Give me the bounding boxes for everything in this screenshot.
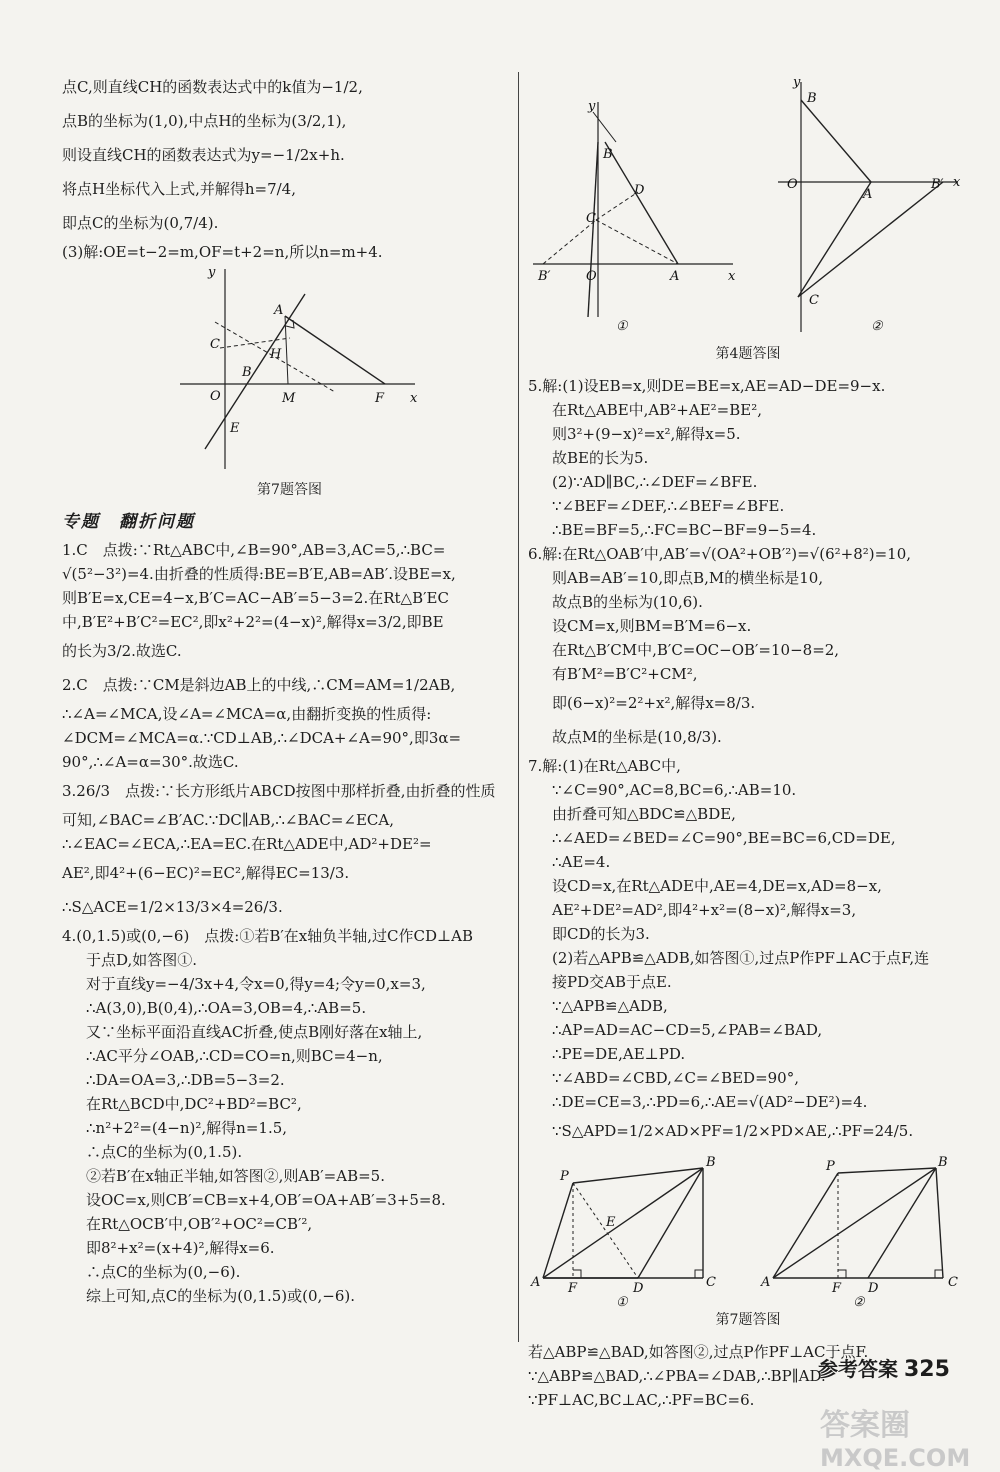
text-line: 则设直线CH的函数表达式为y=−1/2x+h. [62, 146, 345, 164]
text-line: 可知,∠BAC=∠B′AC.∵DC∥AB,∴∠BAC=∠ECA, [62, 811, 394, 829]
label-d: D [634, 183, 645, 198]
text-line: 则AB=AB′=10,即点B,M的横坐标是10, [552, 569, 824, 587]
text-line: 设OC=x,则CB′=CB=x+4,OB′=OA+AB′=3+5=8. [86, 1191, 446, 1209]
watermark [820, 1400, 990, 1470]
label-o: O [787, 177, 798, 192]
label-c: C [706, 1275, 716, 1290]
label-b: B [241, 365, 252, 380]
text-line: 对于直线y=−4/3x+4,令x=0,得y=4;令y=0,x=3, [86, 975, 426, 993]
left-top-text [62, 70, 517, 264]
figure-caption: 第7题答图 [257, 482, 322, 498]
label-b: B [807, 91, 817, 106]
label-e: E [606, 1215, 616, 1230]
text-line: ∴DE=CE=3,∴PD=6,∴AE=√(AD²−DE²)=4. [552, 1093, 868, 1111]
label-f: F [374, 391, 384, 406]
label-d: D [633, 1281, 644, 1296]
text-line: 5.解:(1)设EB=x,则DE=BE=x,AE=AD−DE=9−x. [528, 377, 886, 395]
label-a: A [761, 1275, 771, 1290]
text-line: (2)若△APB≌△ADB,如答图①,过点P作PF⊥AC于点F,连 [552, 949, 930, 967]
text-line: ∠DCM=∠MCA=α.∵CD⊥AB,∴∠DCA+∠A=90°,即3α= [62, 729, 462, 747]
label-b: B [706, 1155, 716, 1170]
text-line: ∴BE=BF=5,∴FC=BC−BF=9−5=4. [552, 521, 817, 539]
figure-number: ① [616, 319, 628, 334]
text-line: ∴PE=DE,AE⊥PD. [552, 1045, 686, 1063]
text-line: 即CD的长为3. [552, 925, 650, 943]
text-line: ∵∠C=90°,AC=8,BC=6,∴AB=10. [552, 781, 797, 799]
text-line: 则3²+(9−x)²=x²,解得x=5. [552, 425, 741, 443]
text-line: ∴A(3,0),B(0,4),∴OA=3,OB=4,∴AB=5. [86, 999, 367, 1017]
figure-q7-graph [160, 264, 420, 474]
label-o: O [209, 389, 221, 404]
text-line: 又∵坐标平面沿直线AC折叠,使点B刚好落在x轴上, [86, 1023, 423, 1041]
label-y: y [207, 265, 215, 280]
column-divider [518, 72, 519, 1342]
right-column [528, 72, 968, 1412]
text-line: 综上可知,点C的坐标为(0,1.5)或(0,−6). [86, 1287, 356, 1305]
text-line: 若△ABP≌△BAD,如答图②,过点P作PF⊥AC于点F. [528, 1343, 869, 1361]
label-c: C [209, 337, 220, 352]
text-line: 故点B的坐标为(10,6). [552, 593, 703, 611]
label-y: y [588, 99, 596, 114]
figure-q7-1 [528, 1148, 738, 1308]
label-a: A [273, 303, 283, 318]
label-h: H [269, 347, 281, 362]
text-line: 故点M的坐标是(10,8/3). [552, 728, 722, 746]
text-line: 1.C 点拨:∵Rt△ABC中,∠B=90°,AB=3,AC=5,∴BC= [62, 541, 446, 559]
text-line: ∴点C的坐标为(0,−6). [86, 1263, 241, 1281]
label-c: C [586, 211, 596, 226]
label-c: C [809, 293, 819, 308]
text-line: AE²+DE²=AD²,即4²+x²=(8−x)²,解得x=3, [552, 901, 857, 919]
text-line: 由折叠可知△BDC≌△BDE, [552, 805, 736, 823]
figure-q4-2 [753, 72, 968, 342]
text-line: 即(6−x)²=2²+x²,解得x=8/3. [552, 694, 756, 712]
text-line: (3)解:OE=t−2=m,OF=t+2=n,所以n=m+4. [62, 243, 383, 261]
text-line: 3.26/3 点拨:∵长方形纸片ABCD按图中那样折叠,由折叠的性质 [62, 782, 496, 800]
text-line: 接PD交AB于点E. [552, 973, 672, 991]
label-x: x [409, 391, 417, 406]
label-f: F [568, 1281, 578, 1296]
text-line: 在Rt△BCD中,DC²+BD²=BC², [86, 1095, 302, 1113]
label-b-prime: B′ [538, 269, 551, 284]
left-column [62, 70, 517, 1308]
label-o: O [586, 269, 597, 284]
figure-caption: 第7题答图 [715, 1312, 781, 1328]
label-a: A [863, 187, 873, 202]
figure-q4-row [528, 72, 968, 342]
text-line: ∵PF⊥AC,BC⊥AC,∴PF=BC=6. [528, 1391, 755, 1409]
text-line: ∴点C的坐标为(0,1.5). [86, 1143, 243, 1161]
figure-number: ① [616, 1295, 628, 1308]
label-d: D [868, 1281, 879, 1296]
text-line: 故BE的长为5. [552, 449, 649, 467]
text-line: 7.解:(1)在Rt△ABC中, [528, 757, 681, 775]
text-line: 则B′E=x,CE=4−x,B′C=AC−AB′=5−3=2.在Rt△B′EC [62, 589, 449, 607]
footer-label: 参考答案 [818, 1357, 898, 1381]
text-line: ∴∠A=∠MCA,设∠A=∠MCA=α,由翻折变换的性质得: [62, 705, 432, 723]
text-line: 有B′M²=B′C²+CM², [552, 665, 698, 683]
label-p: P [560, 1169, 569, 1184]
text-line: 点C,则直线CH的函数表达式中的k值为−1/2, [62, 78, 363, 96]
label-x: x [728, 269, 736, 284]
text-line: ∵∠BEF=∠DEF,∴∠BEF=∠BFE. [552, 497, 785, 515]
text-line: 即点C的坐标为(0,7/4). [62, 214, 219, 232]
label-b: B [603, 147, 613, 162]
text-line: ∴∠AED=∠BED=∠C=90°,BE=BC=6,CD=DE, [552, 829, 896, 847]
page-number: 325 [904, 1357, 950, 1382]
text-line: ∴AP=AD=AC−CD=5,∠PAB=∠BAD, [552, 1021, 823, 1039]
label-a: A [531, 1275, 541, 1290]
figure-q7-row [528, 1148, 968, 1308]
label-f: F [832, 1281, 842, 1296]
text-line: 在Rt△ABE中,AB²+AE²=BE², [552, 401, 762, 419]
text-line: ∴S△ACE=1/2×13/3×4=26/3. [62, 898, 283, 916]
text-line: 将点H坐标代入上式,并解得h=7/4, [62, 180, 296, 198]
text-line: ∴AE=4. [552, 853, 611, 871]
text-line: √(5²−3²)=4.由折叠的性质得:BE=B′E,AB=AB′.设BE=x, [62, 565, 456, 583]
text-line: 6.解:在Rt△OAB′中,AB′=√(OA²+OB′²)=√(6²+8²)=10, [528, 545, 912, 563]
text-line: 设CD=x,在Rt△ADE中,AE=4,DE=x,AD=8−x, [552, 877, 882, 895]
watermark-line1: 答案圈 [820, 1408, 910, 1443]
text-line: 2.C 点拨:∵CM是斜边AB上的中线,∴CM=AM=1/2AB, [62, 676, 456, 694]
text-line: ∴AC平分∠OAB,∴CD=CO=n,则BC=4−n, [86, 1047, 383, 1065]
text-line: ∵△ABP≌△BAD,∴∠PBA=∠DAB,∴BP∥AD. [528, 1367, 826, 1385]
text-line: ②若B′在x轴正半轴,如答图②,则AB′=AB=5. [86, 1167, 385, 1185]
label-a: A [670, 269, 680, 284]
label-e: E [229, 421, 239, 436]
section-title: 专题 翻折问题 [62, 512, 195, 532]
text-line: 中,B′E²+B′C²=EC²,即x²+2²=(4−x)²,解得x=3/2,即BE [62, 613, 444, 631]
text-line: (2)∵AD∥BC,∴∠DEF=∠BFE. [552, 473, 758, 491]
text-line: ∴n²+2²=(4−n)²,解得n=1.5, [86, 1119, 288, 1137]
figure-number: ② [871, 319, 883, 334]
text-line: ∵S△APD=1/2×AD×PF=1/2×PD×AE,∴PF=24/5. [552, 1122, 914, 1140]
label-b-prime: B′ [931, 177, 944, 192]
text-line: AE²,即4²+(6−EC)²=EC²,解得EC=13/3. [62, 864, 350, 882]
text-line: 点B的坐标为(1,0),中点H的坐标为(3/2,1), [62, 112, 347, 130]
right-main-text [528, 374, 968, 1148]
text-line: 4.(0,1.5)或(0,−6) 点拨:①若B′在x轴负半轴,过C作CD⊥AB [62, 927, 473, 945]
label-x: x [953, 175, 961, 190]
text-line: 即8²+x²=(x+4)²,解得x=6. [86, 1239, 275, 1257]
text-line: 90°,∴∠A=α=30°.故选C. [62, 753, 239, 771]
label-m: M [281, 391, 295, 406]
figure-q7-2 [758, 1148, 968, 1308]
figure-caption: 第4题答图 [715, 346, 781, 362]
text-line: ∵△APB≌△ADB, [552, 997, 668, 1015]
text-line: ∴DA=OA=3,∴DB=5−3=2. [86, 1071, 285, 1089]
text-line: 的长为3/2.故选C. [62, 642, 182, 660]
figure-q4-1 [528, 72, 743, 342]
text-line: 设CM=x,则BM=B′M=6−x. [552, 617, 752, 635]
label-b: B [938, 1155, 948, 1170]
left-main-text [62, 538, 517, 1308]
text-line: 于点D,如答图①. [86, 951, 198, 969]
text-line: 在Rt△OCB′中,OB′²+OC²=CB′², [86, 1215, 313, 1233]
label-y: y [793, 75, 801, 90]
label-p: P [826, 1159, 835, 1174]
text-line: ∴∠EAC=∠ECA,∴EA=EC.在Rt△ADE中,AD²+DE²= [62, 835, 432, 853]
text-line: 在Rt△B′CM中,B′C=OC−OB′=10−8=2, [552, 641, 840, 659]
page-footer [818, 1353, 950, 1382]
figure-number: ② [853, 1295, 865, 1308]
label-c: C [948, 1275, 958, 1290]
text-line: ∵∠ABD=∠CBD,∠C=∠BED=90°, [552, 1069, 799, 1087]
watermark-line2: MXQE.COM [820, 1444, 971, 1472]
